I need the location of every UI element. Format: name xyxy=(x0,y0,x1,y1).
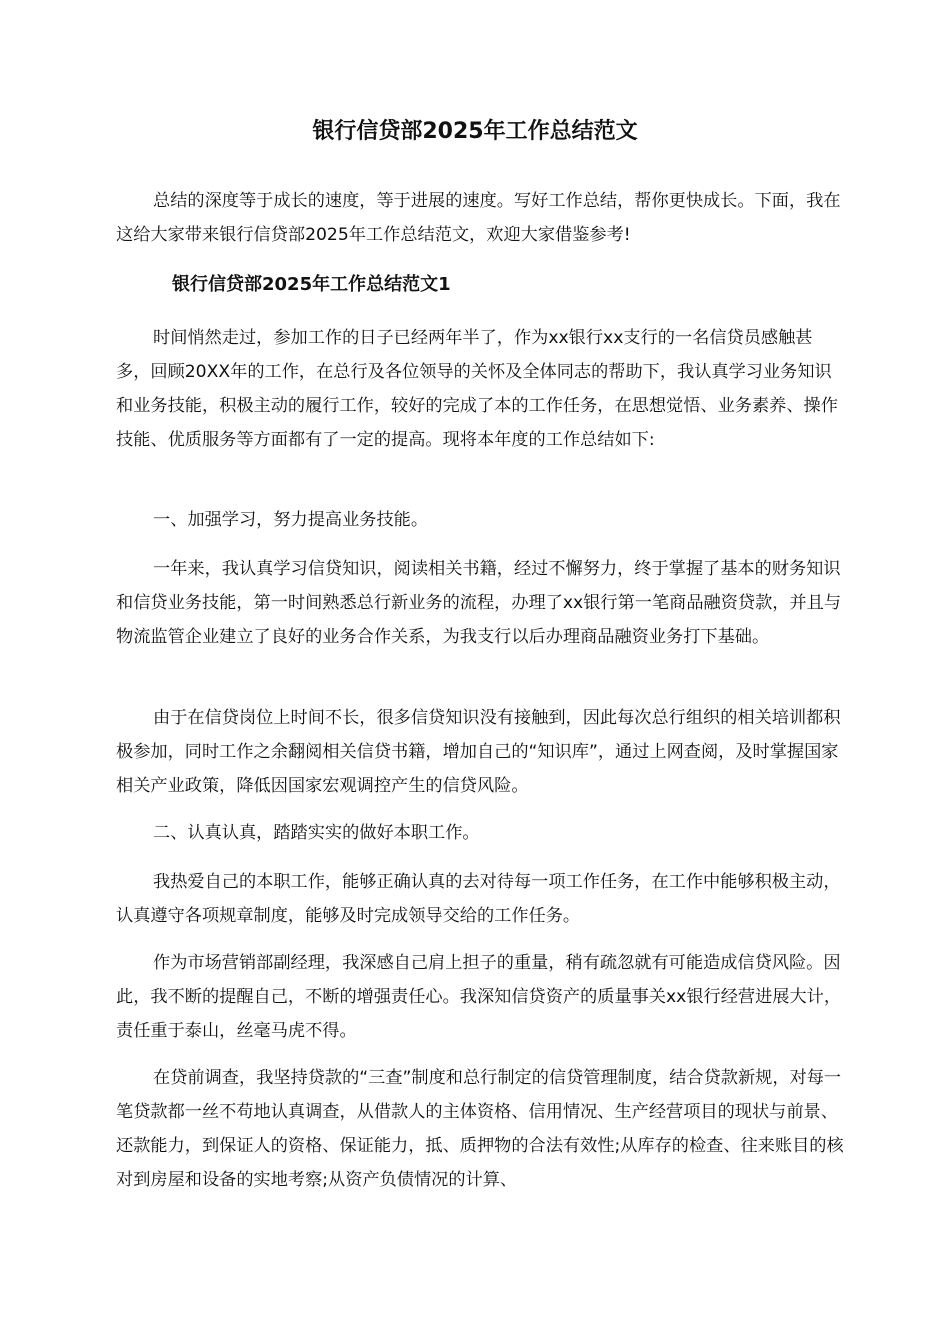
paragraph-6: 我热爱自己的本职工作，能够正确认真的去对待每一项工作任务，在工作中能够积极主动，认真遵守各项规章制度，能够及时完成领导交给的工作任务。 xyxy=(116,872,841,926)
paragraph-7: 作为市场营销部副经理，我深感自己肩上担子的重量，稍有疏忽就有可能造成信贷风险。因此，我不断的提醒自己，不断的增强责任心。我深知信贷资产的质量事关xx银行经营进展大计，责任重于泰山，丝毫马虎不得。 xyxy=(116,953,842,1041)
paragraph-3: 一年来，我认真学习信贷知识，阅读相关书籍，经过不懈努力，终于掌握了基本的财务知识和信贷业务技能，第一时间熟悉总行新业务的流程，办理了xx银行第一笔商品融资贷款，并且与物流监管企业建立了良好的业务合作关系，为我支行以后办理商品融资业务打下基础。 xyxy=(116,559,842,647)
paragraph-2: 一、加强学习，努力提高业务技能。 xyxy=(153,510,429,530)
section-heading: 银行信贷部2025年工作总结范文1 xyxy=(172,274,451,295)
paragraph-1: 时间悄然走过，参加工作的日子已经两年半了，作为xx银行xx支行的一名信贷员感触甚多，回顾20XX年的工作，在总行及各位领导的关怀及全体同志的帮助下，我认真学习业务知识和业务技能，积极主动的履行工作，较好的完成了本的工作任务，在思想觉悟、业务素养、操作技能、优质服务等方面都有了一定的提高。现将本年度的工作总结如下: xyxy=(116,328,838,450)
paragraph-8: 在贷前调查，我坚持贷款的“三查”制度和总行制定的信贷管理制度，结合贷款新规，对每一笔贷款都一丝不苟地认真调查，从借款人的主体资格、信用情况、生产经营项目的现状与前景、还款能力，到保证人的资格、保证能力，抵、质押物的合法有效性;从库存的检查、往来账目的核对到房屋和设备的实地考察;从资产负债情况的计算、 xyxy=(116,1068,844,1190)
paragraph-5: 二、认真认真，踏踏实实的做好本职工作。 xyxy=(153,823,480,843)
paragraph-4: 由于在信贷岗位上时间不长，很多信贷知识没有接触到，因此每次总行组织的相关培训都积极参加，同时工作之余翻阅相关信贷书籍，增加自己的“知识库”，通过上网查阅，及时掌握国家相关产业政策，降低因国家宏观调控产生的信贷风险。 xyxy=(116,708,841,796)
document-title: 银行信贷部2025年工作总结范文 xyxy=(312,119,638,144)
intro-paragraph: 总结的深度等于成长的速度，等于进展的速度。写好工作总结，帮你更快成长。下面，我在这给大家带来银行信贷部2025年工作总结范文，欢迎大家借鉴参考! xyxy=(116,191,841,245)
